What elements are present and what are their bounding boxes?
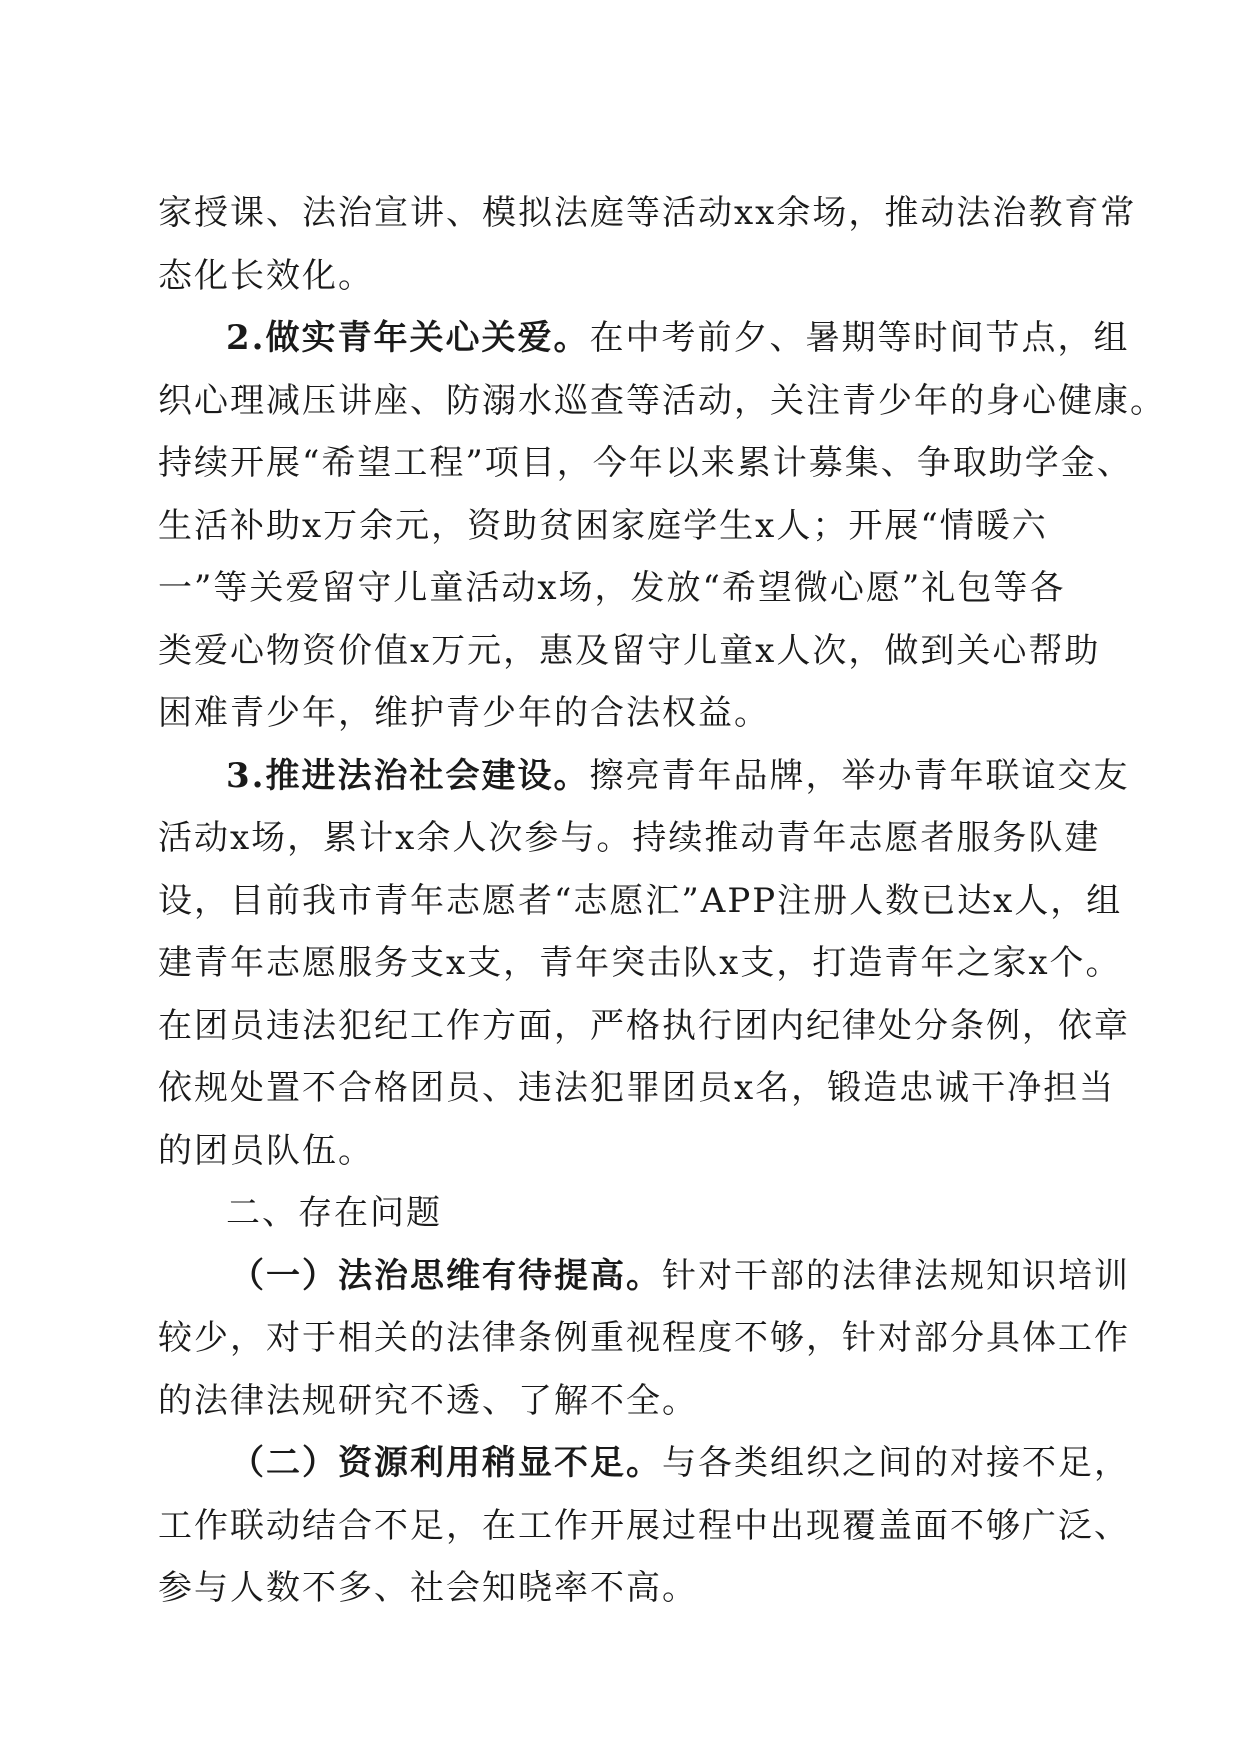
paragraph-text: 擦亮青年品牌，举办青年联谊交友: [589, 755, 1130, 796]
text-line: 依规处置不合格团员、违法犯罪团员x名，锻造忠诚干净担当: [158, 1068, 1116, 1108]
paragraph-heading: 3.推进法治社会建设。: [226, 755, 590, 796]
problem-1-first-line: [158, 1245, 1130, 1308]
text-line: 较少，对于相关的法律条例重视程度不够，针对部分具体工作: [158, 1318, 1130, 1358]
text-line: 的法律法规研究不透、了解不全。: [158, 1380, 698, 1421]
text-line: 设，目前我市青年志愿者“志愿汇”APP注册人数已达x人，组: [158, 880, 1123, 921]
problem-2-first-line: [158, 1432, 1130, 1495]
text-line: 活动x场，累计x余人次参与。持续推动青年志愿者服务队建: [158, 818, 1101, 858]
paragraph-text: 在中考前夕、暑期等时间节点，组: [589, 318, 1130, 358]
text-line: 一”等关爱留守儿童活动x场，发放“希望微心愿”礼包等各: [158, 568, 1066, 608]
text-line: 困难青少年，维护青少年的合法权益。: [158, 693, 770, 733]
section-heading: 二、存在问题: [226, 1193, 442, 1233]
paragraph-3-first-line: [158, 745, 1130, 808]
paragraph-text: 针对干部的法律法规知识培训: [662, 1255, 1130, 1296]
document-body: [158, 182, 1166, 1620]
text-line: 持续开展“希望工程”项目，今年以来累计募集、争取助学金、: [158, 443, 1133, 483]
text-line: 参与人数不多、社会知晓率不高。: [158, 1568, 698, 1608]
paragraph-heading: 2.做实青年关心关爱。: [226, 318, 590, 358]
text-line: 类爱心物资价值x万元，惠及留守儿童x人次，做到关心帮助: [158, 630, 1101, 671]
text-line: 建青年志愿服务支x支，青年突击队x支，打造青年之家x个。: [158, 943, 1122, 983]
paragraph-heading: （二）资源利用稍显不足。: [230, 1443, 662, 1483]
text-line: 织心理减压讲座、防溺水巡查等活动，关注青少年的身心健康。: [158, 380, 1166, 421]
paragraph-2-first-line: [158, 307, 1130, 370]
text-line: 生活补助x万余元，资助贫困家庭学生x人；开展“情暖六: [158, 505, 1048, 546]
text-line: 的团员队伍。: [158, 1130, 374, 1171]
text-line: 在团员违法犯纪工作方面，严格执行团内纪律处分条例，依章: [158, 1005, 1130, 1046]
paragraph-text: 与各类组织之间的对接不足，: [662, 1443, 1130, 1483]
paragraph-heading: （一）法治思维有待提高。: [230, 1255, 662, 1296]
text-line: 家授课、法治宣讲、模拟法庭等活动xx余场，推动法治教育常: [158, 193, 1137, 233]
text-line: 工作联动结合不足，在工作开展过程中出现覆盖面不够广泛、: [158, 1505, 1130, 1546]
text-line: 态化长效化。: [158, 255, 374, 296]
